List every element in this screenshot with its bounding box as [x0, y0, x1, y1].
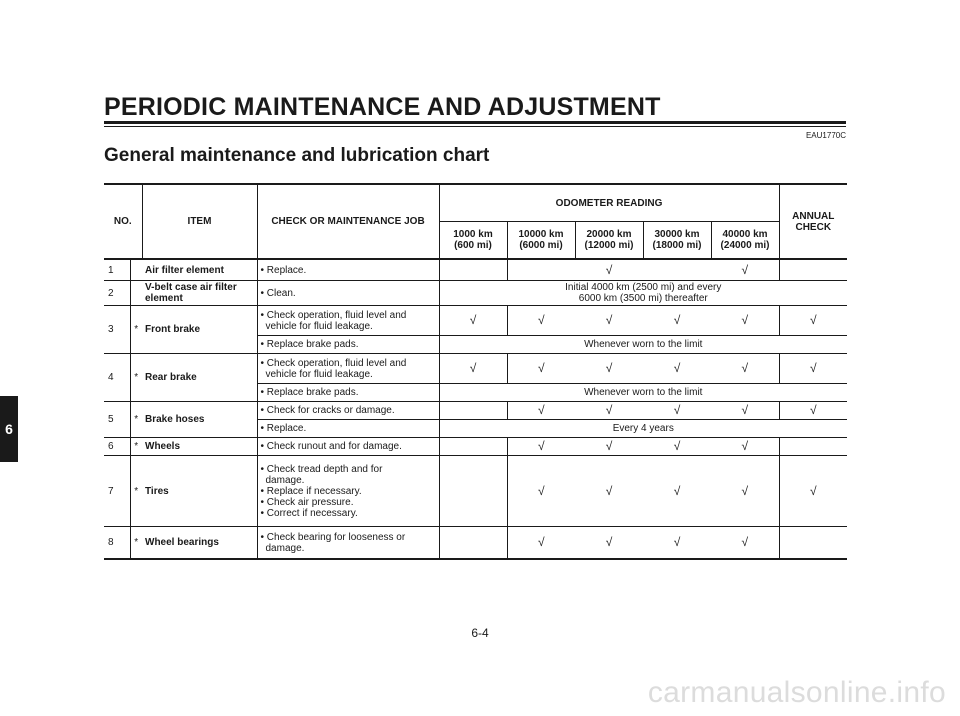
check-cell: √: [779, 306, 847, 336]
check-cell: [439, 527, 507, 560]
check-cell: √: [779, 354, 847, 384]
row-job: • Check operation, fluid level and vehicle for fluid leakage.: [257, 354, 439, 384]
row-star: [130, 259, 142, 281]
check-cell: [439, 438, 507, 456]
row-star: *: [130, 354, 142, 402]
row-star: *: [130, 306, 142, 354]
row-item: Wheel bearings: [142, 527, 257, 560]
row-job: • Replace.: [257, 420, 439, 438]
check-cell: [439, 402, 507, 420]
table-row: [104, 402, 847, 420]
row-star: *: [130, 438, 142, 456]
row-number: 7: [104, 456, 130, 527]
check-cell: √: [575, 306, 643, 336]
row-number: 4: [104, 354, 130, 402]
check-label: CHECK: [795, 221, 832, 233]
check-cell: √: [507, 354, 575, 384]
interval-note: Whenever worn to the limit: [439, 336, 847, 354]
check-cell: √: [507, 527, 575, 560]
table-row: [104, 259, 847, 281]
odo-header-10000: 10000 km (6000 mi): [507, 222, 575, 260]
check-cell: √: [507, 438, 575, 456]
check-cell: √: [711, 438, 779, 456]
check-cell: √: [507, 306, 575, 336]
row-star: [130, 281, 142, 306]
row-item: V-belt case air filter element: [142, 281, 257, 306]
odo-header-30000: 30000 km (18000 mi): [643, 222, 711, 260]
title-rule-thin: [104, 126, 846, 127]
check-cell: [439, 259, 507, 281]
check-cell: √: [643, 402, 711, 420]
check-cell: √: [779, 456, 847, 527]
row-job: • Check operation, fluid level and vehicle for fluid leakage.: [257, 306, 439, 336]
row-number: 1: [104, 259, 130, 281]
row-job: • Check bearing for looseness or damage.: [257, 527, 439, 560]
col-header-job: CHECK OR MAINTENANCE JOB: [257, 184, 439, 259]
check-cell: √: [711, 402, 779, 420]
check-cell: √: [575, 527, 643, 560]
check-cell: [507, 259, 575, 281]
row-number: 8: [104, 527, 130, 560]
check-cell: √: [507, 456, 575, 527]
check-cell: √: [575, 259, 643, 281]
chart-title: General maintenance and lubrication chart: [104, 145, 490, 166]
check-cell: √: [711, 306, 779, 336]
check-cell: √: [711, 259, 779, 281]
check-cell: √: [643, 354, 711, 384]
odo-header-40000: 40000 km (24000 mi): [711, 222, 779, 260]
table-row: [104, 354, 847, 384]
section-title: PERIODIC MAINTENANCE AND ADJUSTMENT: [104, 93, 661, 121]
row-star: *: [130, 402, 142, 438]
row-number: 2: [104, 281, 130, 306]
row-star: *: [130, 527, 142, 560]
interval-note: Every 4 years: [439, 420, 847, 438]
chapter-tab: 6: [0, 396, 18, 462]
page-number: 6-4: [471, 626, 489, 640]
document-code: EAU1770C: [805, 131, 846, 140]
check-cell: [779, 259, 847, 281]
check-cell: √: [779, 402, 847, 420]
interval-note: Initial 4000 km (2500 mi) and every 6000 km (3500 mi) thereafter: [439, 281, 847, 306]
check-cell: √: [643, 527, 711, 560]
row-job: • Clean.: [257, 281, 439, 306]
header-row-1: [104, 184, 847, 222]
check-cell: √: [439, 306, 507, 336]
check-cell: [439, 456, 507, 527]
col-header-item: ITEM: [142, 184, 257, 259]
row-number: 6: [104, 438, 130, 456]
table-row: [104, 438, 847, 456]
check-cell: √: [575, 402, 643, 420]
check-cell: √: [643, 456, 711, 527]
row-job: • Replace brake pads.: [257, 336, 439, 354]
check-cell: √: [711, 456, 779, 527]
annual-label: ANNUAL: [792, 210, 835, 222]
row-item: Air filter element: [142, 259, 257, 281]
row-job: • Check runout and for damage.: [257, 438, 439, 456]
col-header-odometer: ODOMETER READING: [439, 184, 779, 222]
odo-header-20000: 20000 km (12000 mi): [575, 222, 643, 260]
check-cell: √: [711, 527, 779, 560]
check-cell: [779, 438, 847, 456]
row-job: • Check for cracks or damage.: [257, 402, 439, 420]
row-star: *: [130, 456, 142, 527]
row-item: Wheels: [142, 438, 257, 456]
watermark-logo: carmanualsonline.info: [647, 676, 946, 709]
check-cell: [779, 527, 847, 560]
check-cell: [643, 259, 711, 281]
row-item: Front brake: [142, 306, 257, 354]
row-item: Tires: [142, 456, 257, 527]
check-cell: √: [711, 354, 779, 384]
table-row: [104, 281, 847, 306]
row-job: • Replace brake pads.: [257, 384, 439, 402]
check-cell: √: [507, 402, 575, 420]
check-cell: √: [575, 354, 643, 384]
check-cell: √: [575, 456, 643, 527]
table-row: [104, 306, 847, 336]
interval-note: Whenever worn to the limit: [439, 384, 847, 402]
row-job: • Check tread depth and for damage. • Replace if necessary. • Check air pressure. • Correct if necessary.: [257, 456, 439, 527]
check-cell: √: [643, 306, 711, 336]
table-row: [104, 456, 847, 527]
check-cell: √: [439, 354, 507, 384]
col-header-annual: [779, 184, 847, 259]
row-number: 3: [104, 306, 130, 354]
row-item: Rear brake: [142, 354, 257, 402]
row-item: Brake hoses: [142, 402, 257, 438]
table-row: [104, 527, 847, 560]
check-cell: √: [643, 438, 711, 456]
maintenance-table: [104, 183, 847, 560]
row-number: 5: [104, 402, 130, 438]
row-job: • Replace.: [257, 259, 439, 281]
odo-header-1000: 1000 km (600 mi): [439, 222, 507, 260]
col-header-no: NO.: [113, 216, 132, 227]
title-rule: [104, 121, 846, 124]
check-cell: √: [575, 438, 643, 456]
